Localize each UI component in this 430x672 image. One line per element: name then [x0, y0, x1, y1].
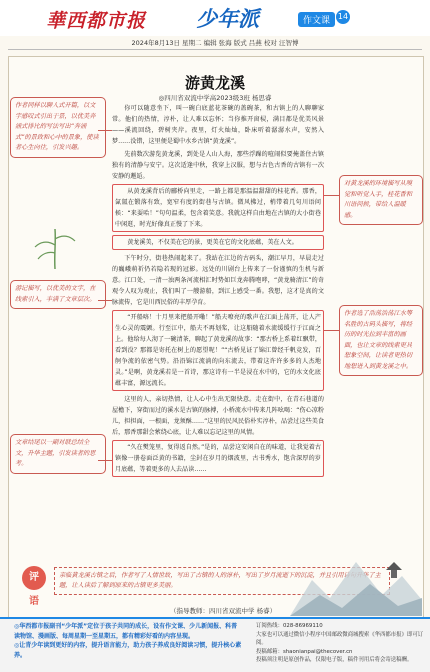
review-badge-second: 语 [29, 596, 39, 607]
annotation-note: 文章结尾以一副对联总结全文，升华主题，引发读者的思考。 [10, 434, 106, 474]
article-paragraph-highlighted: “开船咯！十月里来把船开嘞！”船夫嘹亮的歌声在江面上荡开，让人产生心灵的震颤。行至江中，船夫不再划桨，让这船随着水流缓缓行于江面之上。他给每人沏了一碗清茶，聊起了黄龙溪的故事：“那古桥上系着红飘带，看到没？那都是寄托在树上的愿望呢！”“古桥见证了锦江曾经千帆竞发，百舸争流的依密气势。沿沿锦江流淌的向东流去，带着这许许多多的人杰地灵。”是啊，黄龙溪若是一首诗，那这诗有一半是浸在水中的，它的水文化底蕴丰富，源远流长。 [112, 310, 324, 391]
newspaper-logo: 華西都市报 [46, 10, 147, 32]
footer-promo [14, 622, 242, 660]
article-paragraph: 你可以随意坐下，叫一碗白底蓝花茶碗的盖碗茶，和古镇上的人聊聊家常。他们的热情，淳朴，让人难以忘怀；当你推开窗棂，满目都是优美风景——溪流回绕，碧树夹岸。夜里，灯火灿灿，卧床听着潺潺水声，安然入梦……没错，这里便是蜀中水乡古镇“黄龙溪”。 [112, 105, 324, 145]
annotation-note: 作者同样以聊人式开篇，以文字感叹式引出于景，以优美奔涌式排比的写法写出“奔涌式”的景致和心中的景象，使读者心生向往，引发兴趣。 [10, 97, 106, 158]
article-title: 游黄龙溪 [184, 74, 245, 92]
bamboo-plant-icon [30, 225, 80, 270]
footer-contact [256, 622, 424, 665]
page-number-badge: 14 [336, 10, 350, 24]
article-paragraph: 这里的人，亲切热情，让人心中生出无限快意。走在街中，在青石巷道的屋檐下，穿街而过的溪水是古镇的脉搏，小桥流水中传来几阵吆喝：“伤心凉粉儿，担担面，一根面，龙须酥……”这里的民风民俗朴实淳朴，品尝过这些美食后，那香那甜会萦绕心底，让人难以忘记这里的风情。 [112, 396, 324, 436]
annotation-note: 作者选了浩荡浩荡江水等名胜的古码头描写，将经历的时光拉到丰富的画面，也让文章的线索更具想象空间，让读者更热切地想进入到黄龙溪之中。 [339, 305, 423, 376]
subscription-hotline: 订阅热线：028-86969110 [256, 623, 323, 629]
annotation-connector [98, 460, 112, 461]
subscription-note: 大家也可以通过微信小程序中国邮政微商城搜索《华西都市报》即可订阅。 [256, 631, 424, 646]
article-byline: ◎四川省双流中学高2023级3班 杨思睿 [158, 94, 272, 102]
annotation-connector [98, 300, 112, 301]
mentor-credit: （指导教师：四川省双流中学 杨睿） [170, 607, 277, 615]
teacher-review: 亲临黄龙溪古镇之后，作者写了人情世故，写出了古镇的人的淳朴，写出了岁月流逝下的沉淀，并且引用诗句升华了主题，让人读后了解到原来的古镇更多美丽。 [54, 567, 390, 595]
submission-email[interactable]: 投稿邮箱：shaonianpai@thecover.cn [256, 648, 353, 655]
article-paragraph-highlighted: 从黄龙溪背后的郦桥向里走，一路上都是那温温甜甜的桂花香。那香，氤氲在锻落有致，宽窄有度的街巷与古镇。微风拂过，梢带着几句川语问候：“来耍哈！”句句温柔，包含着笑意。我就这样自由地在古镇的大小街巷中闲逛，时光好像真正慢了下来。 [112, 184, 324, 232]
supplement-brand: 少年派 [196, 7, 259, 31]
article-paragraph: 先前数次游览黄龙溪，到处是人山人海，那些浮躁的喧闹似要掩盖住古镇独有的清静与安宁。这次适逢中秋，我穿上汉服，想与古色古香的古镇有一次安静的邂逅。 [112, 151, 324, 180]
article-paragraph-highlighted: 黄龙溪美，不仅美在它的景，更美在它的文化底蕴，美在人文。 [112, 235, 324, 250]
footer-promo-line: ◎让青少年读到更好的内容，提升语言能力，助力孩子养成良好阅读习惯，提升核心素养。 [14, 642, 242, 659]
article-paragraph: 下午时分，街巷热闹起来了。我站在江边的古码头，潮江早月，早晨走过的巍峨萌祈仍若隐若现的冠影。远处的川剧台上传来了一份谨慎的生机与新意。江口处，一清一浊两条河流相汇时势如巨龙奔腾咆哮，“黄龙骑清江”的奇观令人叹为观止，我们叫了一艘游船，到江上感受一番。我想，这才是真的文脉流传，它是川西民俗的丰厚孕育。 [112, 255, 324, 306]
masthead [0, 0, 430, 36]
article-body [112, 103, 324, 480]
review-badge: 评 [22, 566, 46, 590]
annotation-note: 游记描写，以优美的文字，在线索引入，丰满了文章层次。 [10, 280, 106, 309]
footer [0, 617, 430, 672]
submission-note: 投稿须注明是原创作品，仅限电子版，稿件刊用后将会寄送稿酬。 [256, 657, 413, 663]
issue-meta-line: 2024年8月13日 星期二 编辑 张海 版式 吕燕 校对 汪智博 [131, 39, 299, 47]
footer-promo-line: ◎华西都市报副刊“少年派”定位于孩子共同的成长，设有作文课、少儿新闻报、科普读物馆、漫画版、每周星期一至星期五，都有精彩好看的内容呈现。 [14, 623, 238, 640]
annotation-connector [324, 330, 339, 331]
annotation-connector [98, 130, 112, 131]
section-tag: 作文课 [298, 12, 335, 27]
annotation-note: 对黄龙溪的环境描写从嗅觉和听觉入手，桂花香和川语问候，带给人温暖感。 [339, 175, 423, 225]
ink-mountains-illustration [290, 540, 422, 616]
article-paragraph-highlighted: “久在樊笼里，复得返自然。”是的，品尝这安闲自在的味道，让我觉着古镇像一册卷面泛黄的书籍，尘封在岁月的烟波里，古书秀水，饱含深厚的岁月底蕴，等着更多的人去品读…… [112, 440, 324, 477]
header-divider [8, 49, 422, 50]
annotation-connector [324, 195, 339, 196]
